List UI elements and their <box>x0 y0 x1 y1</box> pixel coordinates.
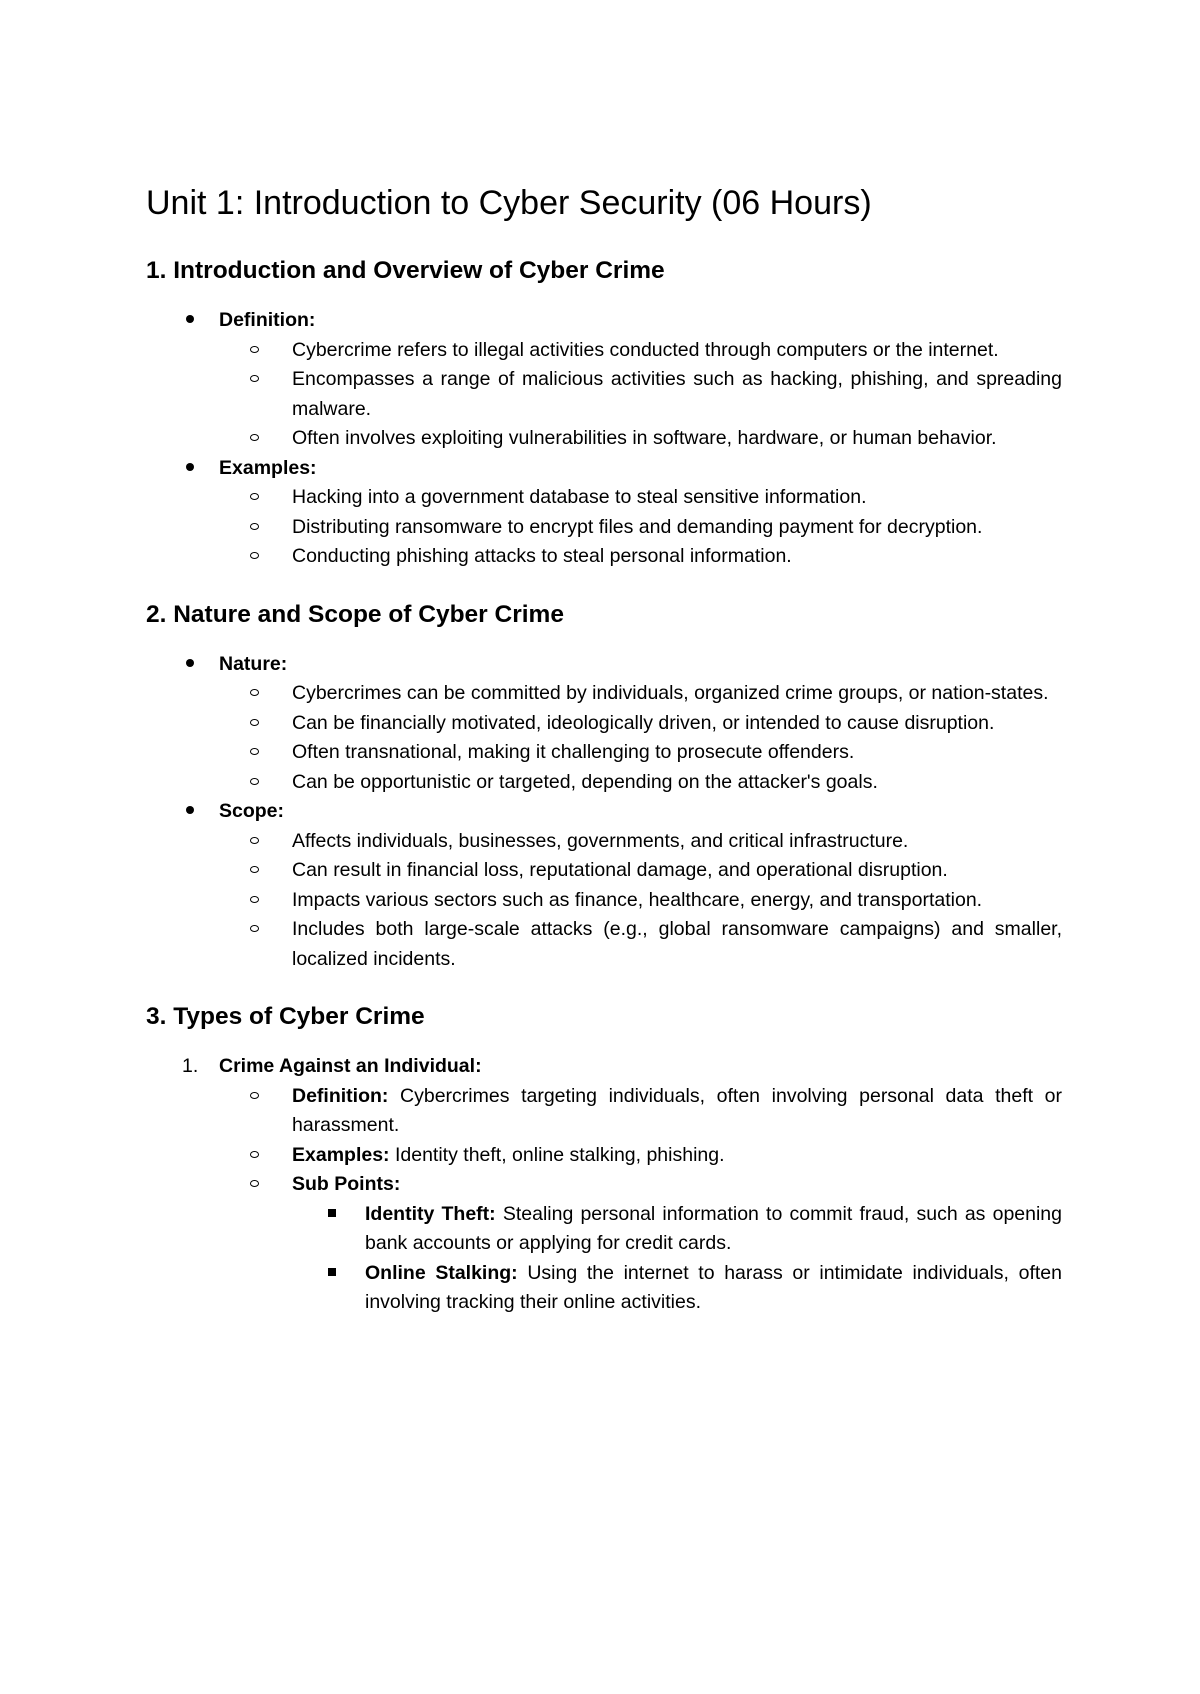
item-label: Examples: <box>292 1143 390 1166</box>
sub-sub-list <box>292 1200 1062 1318</box>
section-2 <box>146 600 1062 975</box>
list-item <box>146 886 1062 916</box>
bullet-square-icon <box>326 1259 338 1289</box>
list-item-text: Hacking into a government database to steal sensitive information. <box>292 486 867 508</box>
bullet-ring-icon <box>247 856 261 886</box>
bullet-ring-icon <box>247 679 261 709</box>
sub-list <box>146 483 1062 572</box>
bullet-disc-icon <box>183 650 197 680</box>
page-title: Unit 1: Introduction to Cyber Security (06 Hours) <box>146 184 872 222</box>
list-item-label: Definition: <box>219 309 316 331</box>
list-item-label: Crime Against an Individual: <box>219 1055 482 1077</box>
list-item <box>146 856 1062 886</box>
list-item-label: Scope: <box>219 800 285 822</box>
list-item-text: Affects individuals, businesses, governments, and critical infrastructure. <box>292 829 909 852</box>
list-item <box>146 483 1062 513</box>
sub-list <box>146 1082 1062 1318</box>
bullet-disc-icon <box>183 797 197 827</box>
list-item <box>146 709 1062 739</box>
list-item <box>146 1170 1062 1318</box>
list-item <box>146 1141 1062 1171</box>
section-heading: 3. Types of Cyber Crime <box>146 1003 425 1030</box>
list-item <box>146 1052 1062 1318</box>
list-item-text: Often involves exploiting vulnerabilities in software, hardware, or human behavior. <box>292 427 997 449</box>
bullet-ring-icon <box>247 886 261 916</box>
list-item <box>146 306 1062 454</box>
bullet-disc-icon <box>183 454 197 484</box>
sub-list <box>146 679 1062 797</box>
list-item-text: Conducting phishing attacks to steal personal information. <box>292 545 792 567</box>
list-item <box>292 1200 1062 1259</box>
bullet-ring-icon <box>247 768 261 798</box>
bullet-ring-icon <box>247 542 261 572</box>
list-item <box>146 365 1062 424</box>
bullet-ring-icon <box>247 336 261 366</box>
sub-list <box>146 827 1062 975</box>
list-item <box>146 454 1062 572</box>
list-item <box>146 650 1062 798</box>
list-item-text: Encompasses a range of malicious activities such as hacking, phishing, and spreading malware. <box>292 368 1062 420</box>
item-label: Online Stalking: <box>365 1261 518 1284</box>
bullet-ring-icon <box>247 1141 261 1171</box>
section-3 <box>146 1002 1062 1318</box>
list-item-text: Identity theft, online stalking, phishing. <box>394 1143 725 1166</box>
item-label: Identity Theft: <box>365 1202 496 1225</box>
list-item <box>146 542 1062 572</box>
list-item <box>146 424 1062 454</box>
list-item-text: Can result in financial loss, reputational damage, and operational disruption. <box>292 859 948 881</box>
bullet-ring-icon <box>247 513 261 543</box>
bullet-ring-icon <box>247 827 261 857</box>
section-1 <box>146 256 1062 572</box>
item-label: Definition: <box>292 1084 389 1107</box>
item-label: Sub Points: <box>292 1173 401 1195</box>
list-item-text: Cybercrime refers to illegal activities conducted through computers or the internet. <box>292 338 999 361</box>
bullet-ring-icon <box>247 738 261 768</box>
list-item-text: Includes both large-scale attacks (e.g., global ransomware campaigns) and smaller, localized incidents. <box>292 918 1062 970</box>
numbered-list <box>146 1052 1062 1318</box>
list-number: 1. <box>182 1055 199 1077</box>
section-heading: 2. Nature and Scope of Cyber Crime <box>146 600 564 628</box>
list-item <box>146 513 1062 543</box>
bullet-ring-icon <box>247 915 261 945</box>
list-item-text: Can be financially motivated, ideologically driven, or intended to cause disruption. <box>292 711 995 734</box>
list-item-text: Distributing ransomware to encrypt files and demanding payment for decryption. <box>292 515 983 538</box>
list-item <box>146 1082 1062 1141</box>
bullet-ring-icon <box>247 1170 261 1200</box>
list-item <box>146 827 1062 857</box>
list-item-text: Often transnational, making it challenging to prosecute offenders. <box>292 741 855 763</box>
bullet-ring-icon <box>247 1082 261 1112</box>
list-item-text: Impacts various sectors such as finance, healthcare, energy, and transportation. <box>292 888 983 911</box>
bullet-list <box>146 650 1062 975</box>
bullet-ring-icon <box>247 365 261 395</box>
section-heading: 1. Introduction and Overview of Cyber Crime <box>146 257 665 284</box>
list-item <box>146 679 1062 709</box>
list-item-text: Cybercrimes targeting individuals, often involving personal data theft or harassment. <box>292 1084 1062 1136</box>
list-item-text: Stealing personal information to commit fraud, such as opening bank accounts or applying for credit cards. <box>365 1202 1062 1254</box>
list-item <box>146 738 1062 768</box>
bullet-square-icon <box>326 1200 338 1230</box>
list-item-text: Using the internet to harass or intimidate individuals, often involving tracking their online activities. <box>365 1261 1062 1313</box>
bullet-disc-icon <box>183 306 197 336</box>
list-item-text: Can be opportunistic or targeted, depending on the attacker's goals. <box>292 770 878 793</box>
list-item <box>146 797 1062 974</box>
list-item <box>146 336 1062 366</box>
list-item <box>146 915 1062 974</box>
sub-list <box>146 336 1062 454</box>
list-item-text: Cybercrimes can be committed by individuals, organized crime groups, or nation-states. <box>292 682 1049 704</box>
list-item-label: Nature: <box>219 652 288 675</box>
bullet-ring-icon <box>247 424 261 454</box>
list-item <box>292 1259 1062 1318</box>
list-item-label: Examples: <box>219 456 317 479</box>
bullet-ring-icon <box>247 709 261 739</box>
bullet-ring-icon <box>247 483 261 513</box>
bullet-list <box>146 306 1062 572</box>
list-item <box>146 768 1062 798</box>
